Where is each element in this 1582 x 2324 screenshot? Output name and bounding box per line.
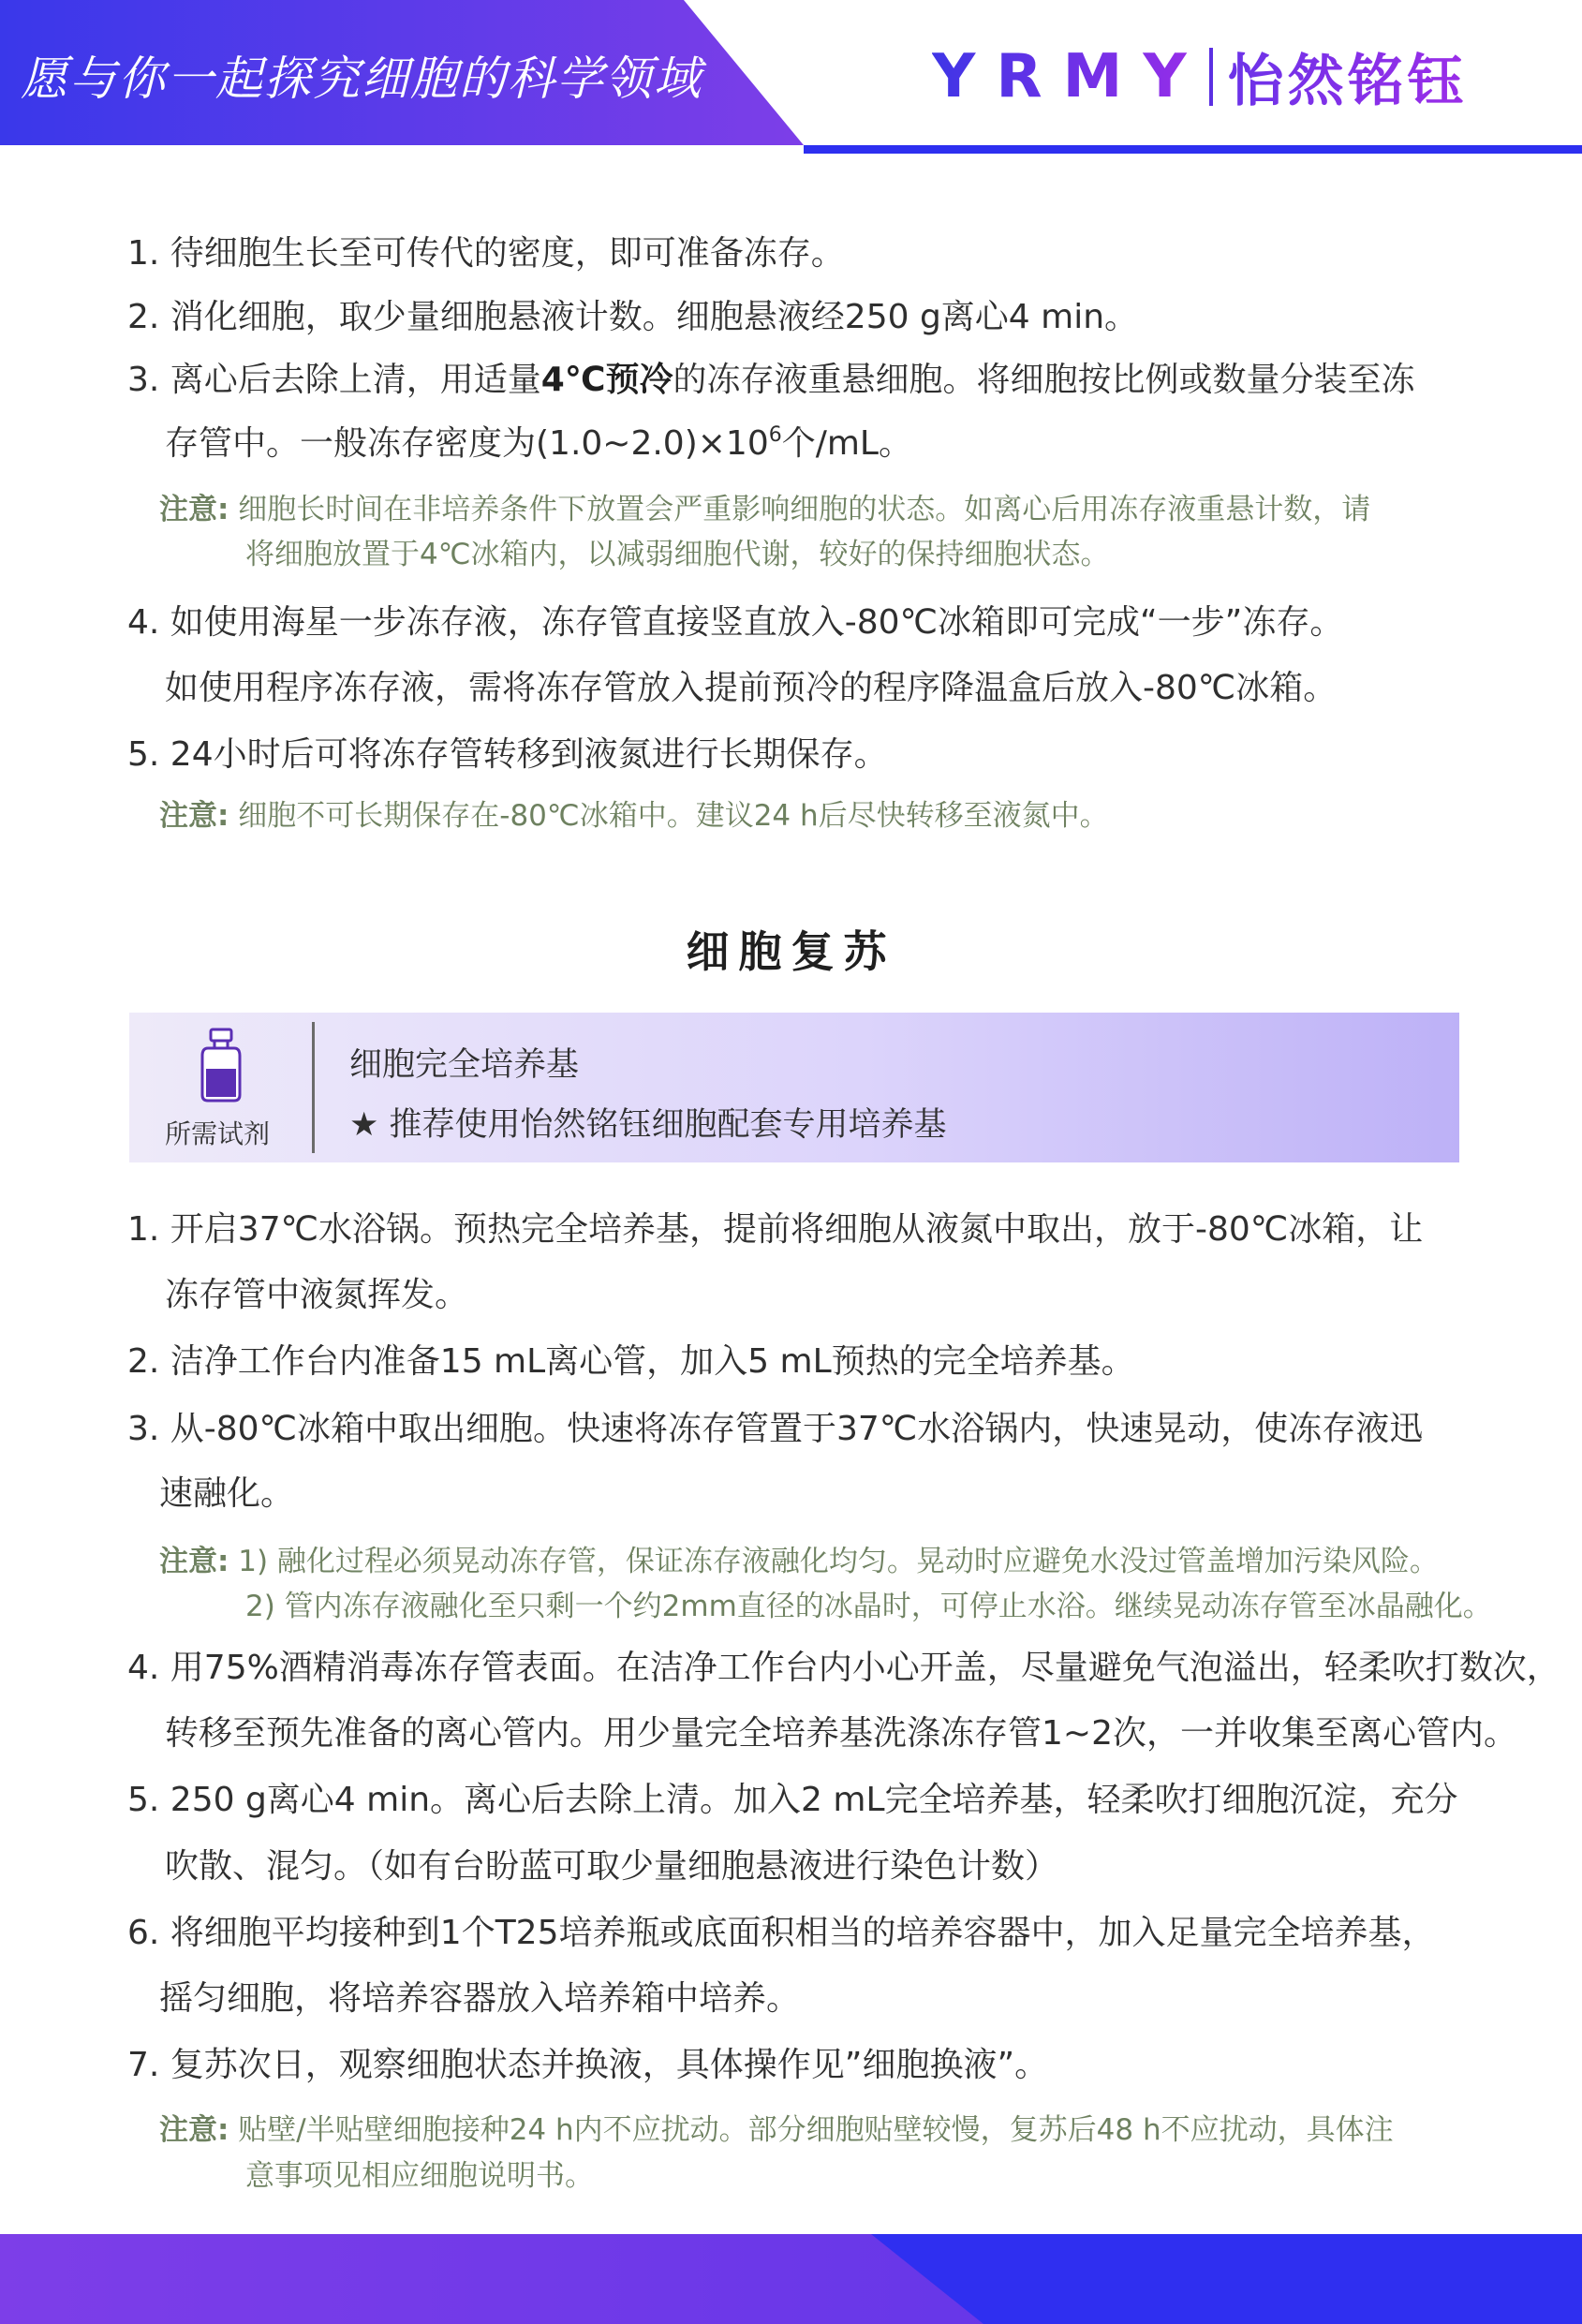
- reagent-bottle-icon: [199, 1028, 244, 1103]
- recovery-step-7: 7. 复苏次日，观察细胞状态并换液，具体操作见”细胞换液”。: [127, 2046, 1049, 2084]
- recovery-step-3-cont: 速融化。: [159, 1474, 295, 1513]
- recovery-note-1: [159, 1537, 1439, 1579]
- recovery-step-2: 2. 洁净工作台内准备15 mL离心管，加入5 mL预热的完全培养基。: [127, 1342, 1135, 1381]
- freeze-step-5: 5. 24小时后可将冻存管转移到液氮进行长期保存。: [127, 735, 888, 774]
- recovery-step-4-cont: 转移至预先准备的离心管内。用少量完全培养基洗涤冻存管1~2次，一并收集至离心管内。: [165, 1714, 1517, 1753]
- recovery-step-5: 5. 250 g离心4 min。离心后去除上清。加入2 mL完全培养基，轻柔吹打细胞沉淀，充分: [127, 1781, 1458, 1819]
- recovery-step-1-cont: 冻存管中液氮挥发。: [165, 1276, 469, 1314]
- brand-logo: [932, 41, 1468, 112]
- freeze-step-1: 1. 待细胞生长至可传代的密度，即可准备冻存。: [127, 234, 845, 273]
- footer-band: [0, 2234, 1582, 2324]
- logo-chinese-text: 怡然铭钰: [1228, 37, 1468, 117]
- freeze-density-pre: 存管中。一般冻存密度为(1.0~2.0)×10: [165, 424, 769, 463]
- recovery-note-2: [159, 2106, 1394, 2148]
- reagent-medium: 细胞完全培养基: [349, 1046, 580, 1084]
- freeze-note-2: [159, 792, 1109, 834]
- freeze-step-3-bold: 4℃预冷: [540, 361, 673, 399]
- reagent-label: 所需试剂: [165, 1118, 271, 1149]
- reagent-box: [129, 1013, 1459, 1162]
- reagent-divider: [312, 1022, 315, 1153]
- header-slogan: 愿与你一起探究细胞的科学领域: [21, 52, 702, 106]
- recovery-step-6: 6. 将细胞平均接种到1个T25培养瓶或底面积相当的培养容器中，加入足量完全培养基，: [127, 1914, 1436, 1952]
- freeze-density-post: 个/mL。: [781, 424, 912, 463]
- recovery-step-1: 1. 开启37℃水浴锅。预热完全培养基，提前将细胞从液氮中取出，放于-80℃冰箱，让: [127, 1210, 1424, 1249]
- freeze-step-4-cont: 如使用程序冻存液，需将冻存管放入提前预冷的程序降温盒后放入-80℃冰箱。: [165, 669, 1338, 707]
- note-label: 注意:: [159, 1545, 229, 1578]
- recovery-note-2-line2: 意事项见相应细胞说明书。: [245, 2159, 594, 2193]
- freeze-step-3-pre: 3. 离心后去除上清，用适量: [127, 361, 541, 399]
- freeze-note-1-line1: 细胞长时间在非培养条件下放置会严重影响细胞的状态。如离心后用冻存液重悬计数，请: [229, 493, 1371, 526]
- freeze-step-3-cont: [165, 417, 1495, 465]
- freeze-note-1-line2: 将细胞放置于4℃冰箱内，以减弱细胞代谢，较好的保持细胞状态。: [245, 538, 1110, 571]
- note-label: 注意:: [159, 493, 229, 526]
- recovery-step-4: 4. 用75%酒精消毒冻存管表面。在洁净工作台内小心开盖，尽量避免气泡溢出，轻柔吹打数次，: [127, 1649, 1560, 1687]
- freeze-note-2-text: 细胞不可长期保存在-80℃冰箱中。建议24 h后尽快转移至液氮中。: [229, 799, 1109, 833]
- freeze-step-4: 4. 如使用海星一步冻存液，冻存管直接竖直放入-80℃冰箱即可完成“一步”冻存。: [127, 603, 1344, 642]
- logo-divider: [1209, 48, 1213, 106]
- recovery-note-1-line1: 1) 融化过程必须晃动冻存管，保证冻存液融化均匀。晃动时应避免水没过管盖增加污染风险。: [229, 1545, 1439, 1578]
- reagent-recommendation: ★ 推荐使用怡然铭钰细胞配套专用培养基: [349, 1106, 947, 1144]
- recovery-note-2-line1: 贴壁/半贴壁细胞接种24 h内不应扰动。部分细胞贴壁较慢，复苏后48 h不应扰动，具体注: [229, 2113, 1394, 2147]
- recovery-step-3: 3. 从-80℃冰箱中取出细胞。快速将冻存管置于37℃水浴锅内，快速晃动，使冻存液迅: [127, 1410, 1424, 1448]
- section-title-recovery: 细胞复苏: [686, 926, 896, 977]
- recovery-step-6-cont: 摇匀细胞，将培养容器放入培养箱中培养。: [159, 1979, 801, 2018]
- note-label: 注意:: [159, 799, 229, 833]
- freeze-step-3-post: 的冻存液重悬细胞。将细胞按比例或数量分装至冻: [673, 361, 1415, 399]
- freeze-step-3: [127, 353, 1457, 401]
- freeze-note-1: [159, 485, 1370, 527]
- logo-latin-text: YRMY: [932, 42, 1207, 111]
- recovery-note-1-line2: 2) 管内冻存液融化至只剩一个约2mm直径的冰晶时，可停止水浴。继续晃动冻存管至冰晶融化。: [245, 1590, 1492, 1623]
- note-label: 注意:: [159, 2113, 229, 2147]
- recovery-step-5-cont: 吹散、混匀。（如有台盼蓝可取少量细胞悬液进行染色计数）: [165, 1847, 1059, 1886]
- freeze-step-2: 2. 消化细胞，取少量细胞悬液计数。细胞悬液经250 g离心4 min。: [127, 298, 1139, 336]
- freeze-density-exponent: 6: [768, 423, 782, 447]
